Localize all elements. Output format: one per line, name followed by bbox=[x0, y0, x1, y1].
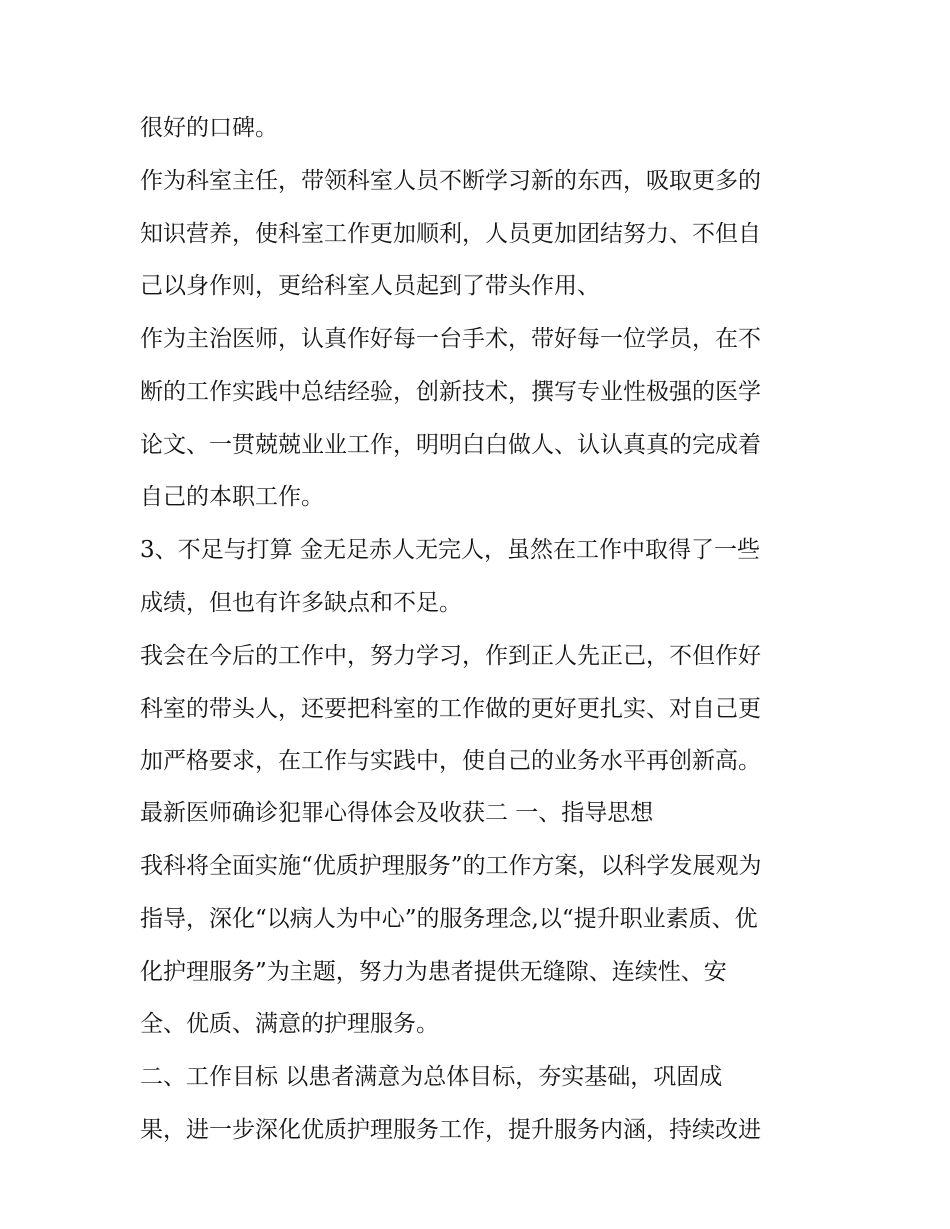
text-line: 成绩，但也有许多缺点和不足。 bbox=[140, 590, 462, 616]
text-line: 全、优质、满意的护理服务。 bbox=[140, 1011, 439, 1037]
text-line: 二、工作目标 以患者满意为总体目标，夯实基础，巩固成 bbox=[140, 1064, 723, 1090]
text-line: 论文、一贯兢兢业业工作，明明白白做人、认认真真的完成着 bbox=[140, 432, 761, 458]
text-line: 指导，深化“以病人为中心”的服务理念,以“提升职业素质、优 bbox=[140, 906, 758, 932]
text-line: 我会在今后的工作中，努力学习，作到正人先正己，不但作好 bbox=[140, 643, 761, 669]
text-line: 己以身作则，更给科室人员起到了带头作用、 bbox=[140, 273, 600, 299]
text-line: 很好的口碑。 bbox=[140, 115, 278, 141]
text-line: 我科将全面实施“优质护理服务”的工作方案，以科学发展观为 bbox=[140, 853, 762, 879]
text-line: 知识营养，使科室工作更加顺利，人员更加团结努力、不但自 bbox=[140, 221, 761, 247]
text-line: 作为科室主任，带领科室人员不断学习新的东西，吸取更多的 bbox=[140, 168, 761, 194]
text-line: 果，进一步深化优质护理服务工作，提升服务内涵，持续改进 bbox=[140, 1117, 761, 1143]
text-line: 断的工作实践中总结经验，创新技术，撰写专业性极强的医学 bbox=[140, 379, 761, 405]
text-line: 3、不足与打算 金无足赤人无完人，虽然在工作中取得了一些 bbox=[140, 537, 760, 563]
text-line: 加严格要求，在工作与实践中，使自己的业务水平再创新高。 bbox=[140, 748, 761, 774]
text-line: 作为主治医师，认真作好每一台手术，带好每一位学员，在不 bbox=[140, 326, 761, 352]
section-heading: 最新医师确诊犯罪心得体会及收获二 一、指导思想 bbox=[140, 800, 654, 826]
text-line: 科室的带头人，还要把科室的工作做的更好更扎实、对自己更 bbox=[140, 696, 761, 722]
text-line: 化护理服务”为主题，努力为患者提供无缝隙、连续性、安 bbox=[140, 959, 727, 985]
text-line: 自己的本职工作。 bbox=[140, 484, 324, 510]
